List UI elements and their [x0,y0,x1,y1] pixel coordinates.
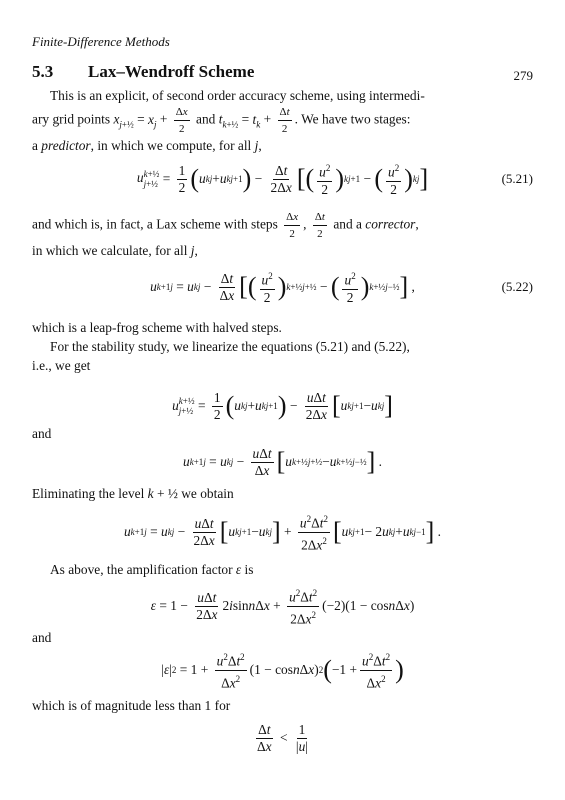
book-page [32,0,533,800]
equation-combined: u k+1 j = u k j − $\frac{\text{uΔt}}{2\Delta x}$ [ u k j+1 − u k j ] + $\frac{u^2\Delta t^2}{2\Delta x^2}$ [ u k j+1 − 2 u k j + u k j−1 ] . [123,514,442,552]
text-line-math: Eliminating the level k + ½ we obtain [32,486,234,501]
paragraph-lax [32,210,533,260]
text-line: a predictor, in which we compute, for all j, [32,138,262,153]
equation-linear-corrector: u k+1 j = u k j − $\frac{\text{uΔt}}{\Delta x}$ [ u k+½ j+½ − u k+½ j−½ ] . [183,445,382,478]
equation-number: (5.21) [501,171,533,186]
paragraph-eliminate [32,484,533,503]
page-number: 279 [513,68,533,83]
equation-epsilon: ε = 1 − $\frac{\text{uΔt}}{2\Delta x}$ 2 i sin n Δ x + $\frac{u^2\Delta t^2}{2\Delta x^2}$ (−2)(1 − cos n Δ x ) [150,588,415,626]
text-line: This is an explicit, of second order accuracy scheme, using intermedi- [50,88,425,103]
text-and: and [32,630,52,645]
equation-number: (5.22) [501,279,533,294]
text-line: i.e., we get [32,358,91,373]
equation-linear-predictor: u k+½ j+½ = $\frac{1}{2}$ ( u k j + u k j+1 ) − $\frac{\text{uΔt}}{2\Delta x}$ [ u k j+1 − u k j ] [172,389,393,422]
section-heading [32,62,254,82]
equation-5-22: u k+1 j = u k j − $\frac{\Delta t}{\Delta x}$ [ ( $\frac{u^2}{2}$ ) k+½ j+½ − ( $\frac{u^2}{2}$ ) k+½ j−½ ] , (5.22) [150,270,533,305]
text-line-math: and which is, in fact, a Lax scheme with steps $\frac{\Delta x}{2}$ , $\frac{\Delta t}{2}$ and a corrector, [32,211,419,240]
section-number: 5.3 [32,62,54,81]
section-title: Lax–Wendroff Scheme [88,62,255,81]
equation-5-21: u k+½ j+½ = $\frac{1}{2}$ ( u k j + u k j+1 ) − $\frac{\Delta t}{2\Delta x}$ [ ( $\frac{u^2}{2}$ ) k j+1 − ( $\frac{u^2}{2}$ ) k j ] (5.21) [136,162,533,197]
paragraph-amplification [32,560,533,579]
text-line: For the stability study, we linearize the equations (5.21) and (5.22), [50,339,410,354]
paragraph-leapfrog [32,318,533,375]
paragraph-intro [32,86,533,155]
equation-stability-condition: $\frac{\Delta t}{\Delta x}$ < $\frac{1}{|u|}$ [257,721,308,754]
text-line: which is of magnitude less than 1 for [32,698,231,713]
text-line: which is a leap-frog scheme with halved steps. [32,320,282,335]
text-line: in which we calculate, for all j, [32,243,198,258]
text-line-math: ary grid points $x_{j+\frac{1}{2}} = x_j$ + $\frac{\Delta x}{2}$ and $t_{k+\frac{1}{2}} = t_k$ + $\frac{\Delta t}{2}$ . We have two stages: [32,106,411,135]
running-head-text: Finite-Difference Methods [32,34,170,49]
text-line: As above, the amplification factor ε is [50,562,254,577]
text-and: and [32,426,52,441]
equation-epsilon-squared: | ε | 2 = 1 + $\frac{u^2\Delta t^2}{\Delta x^2}$ (1 − cos n Δ x ) 2 ( −1 + $\frac{u^2\Delta t^2}{\Delta x^2}$ ) [161,652,404,690]
